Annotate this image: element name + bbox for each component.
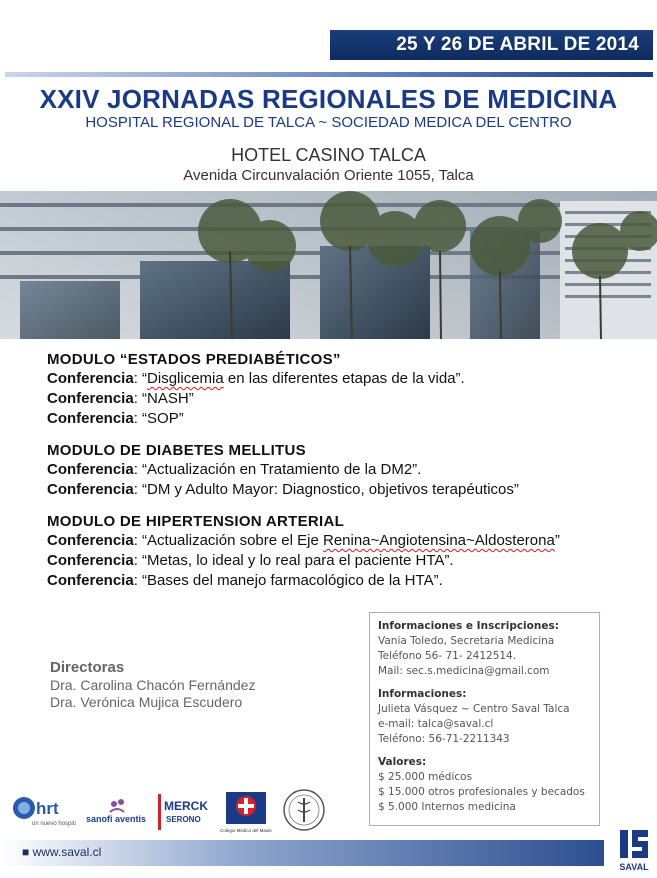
programme — [47, 350, 647, 591]
price-item: $ 5.000 Internos medicina — [378, 801, 516, 813]
director-name: Dra. Verónica Mujica Escudero — [50, 694, 243, 710]
conference-label: Conferencia — [47, 461, 134, 478]
colegio-medico-logo — [220, 788, 272, 836]
registration-mail: Mail: sec.s.medicina@gmail.com — [378, 665, 550, 677]
module-title: MODULO “ESTADOS PREDIABÉTICOS” — [47, 351, 341, 368]
conference-label: Conferencia — [47, 572, 134, 589]
conference-line: Conferencia: “NASH” — [47, 390, 194, 407]
serono-text: SERONO — [166, 815, 201, 824]
module-title: MODULO DE DIABETES MELLITUS — [47, 442, 306, 459]
conference-line: Conferencia: “Actualización sobre el Eje Renina~Angiotensina~Aldosterona” — [47, 532, 560, 549]
hrt-tagline: un nuevo hospital — [32, 821, 76, 827]
directors — [50, 658, 340, 711]
hrt-text: hrt — [36, 799, 59, 818]
talk-text: en las diferentes etapas de la vida”. — [223, 370, 465, 387]
price-item: $ 15.000 otros profesionales y becados — [378, 786, 585, 798]
registration-phone: Teléfono 56- 71- 2412514. — [378, 650, 517, 662]
conference-line: Conferencia: “Bases del manejo farmacológico de la HTA”. — [47, 572, 443, 589]
info-phone: Teléfono: 56-71-2211343 — [378, 733, 510, 745]
conference-line: Conferencia: “DM y Adulto Mayor: Diagnostico, objetivos terapéuticos” — [47, 481, 519, 498]
talk-text: “SOP” — [142, 410, 184, 427]
talk-text: “ — [142, 370, 148, 387]
hrt-logo — [10, 788, 76, 836]
conference-line: Conferencia: “Disglicemia en las diferentes etapas de la vida”. — [47, 370, 465, 387]
event-title: XXIV JORNADAS REGIONALES DE MEDICINA — [39, 84, 618, 114]
info-heading: Informaciones: — [378, 688, 467, 700]
merck-serono-logo — [158, 788, 220, 836]
module-prediabetes — [47, 350, 647, 429]
info-box — [369, 612, 600, 826]
conference-label: Conferencia — [47, 532, 134, 549]
registration-contact: Vania Toledo, Secretaria Medicina — [378, 635, 555, 647]
saval-text: SAVAL — [619, 862, 649, 872]
talk-text-flagged: Disglicemia — [147, 370, 224, 387]
venue-address: Avenida Circunvalación Oriente 1055, Talca — [183, 167, 474, 184]
directors-heading: Directoras — [50, 659, 125, 676]
talk-text: ” — [554, 532, 560, 549]
talk-text-flagged: Renina~Angiotensina~Aldosterona — [322, 532, 555, 549]
website-link[interactable]: ■ www.saval.cl — [22, 845, 102, 859]
director-name: Dra. Carolina Chacón Fernández — [50, 677, 256, 693]
talk-text: “Bases del manejo farmacológico de la HTA”. — [142, 572, 443, 589]
event-subtitle: HOSPITAL REGIONAL DE TALCA ~ SOCIEDAD MEDICA DEL CENTRO — [85, 114, 572, 131]
conference-label: Conferencia — [47, 481, 134, 498]
conference-line: Conferencia: “Actualización en Tratamiento de la DM2”. — [47, 461, 422, 478]
header-divider — [5, 72, 653, 77]
merck-text: MERCK — [164, 799, 208, 813]
event-date: 25 Y 26 DE ABRIL DE 2014 — [396, 34, 639, 55]
date-banner — [330, 30, 653, 60]
price-item: $ 25.000 médicos — [378, 771, 473, 783]
conference-label: Conferencia — [47, 410, 134, 427]
saval-logo — [614, 828, 654, 876]
module-hypertension — [47, 512, 647, 591]
hotel-photo — [0, 191, 657, 339]
sponsor-logos — [10, 788, 350, 836]
talk-text: “Metas, lo ideal y lo real para el paciente HTA”. — [142, 552, 454, 569]
talk-text: “Actualización sobre el Eje — [142, 532, 323, 549]
talk-text: “NASH” — [142, 390, 194, 407]
conference-label: Conferencia — [47, 370, 134, 387]
conference-label: Conferencia — [47, 552, 134, 569]
talk-text: “Actualización en Tratamiento de la DM2”. — [142, 461, 422, 478]
society-seal — [280, 788, 328, 836]
module-title: MODULO DE HIPERTENSION ARTERIAL — [47, 513, 345, 530]
info-email: e-mail: talca@saval.cl — [378, 718, 494, 730]
conference-line: Conferencia: “SOP” — [47, 410, 184, 427]
prices-heading: Valores: — [378, 756, 427, 768]
venue-name: HOTEL CASINO TALCA — [231, 145, 426, 165]
registration-heading: Informaciones e Inscripciones: — [378, 620, 559, 632]
info-contact: Julieta Vásquez ~ Centro Saval Talca — [378, 703, 570, 715]
sanofi-text: sanofi aventis — [86, 814, 147, 824]
conference-line: Conferencia: “Metas, lo ideal y lo real para el paciente HTA”. — [47, 552, 454, 569]
talk-text: “DM y Adulto Mayor: Diagnostico, objetivos terapéuticos” — [142, 481, 519, 498]
conference-label: Conferencia — [47, 390, 134, 407]
footer-bar — [0, 840, 604, 866]
sanofi-logo — [84, 788, 152, 836]
module-diabetes — [47, 441, 647, 500]
colegio-text: Colegio Médico del Maule — [220, 828, 272, 833]
